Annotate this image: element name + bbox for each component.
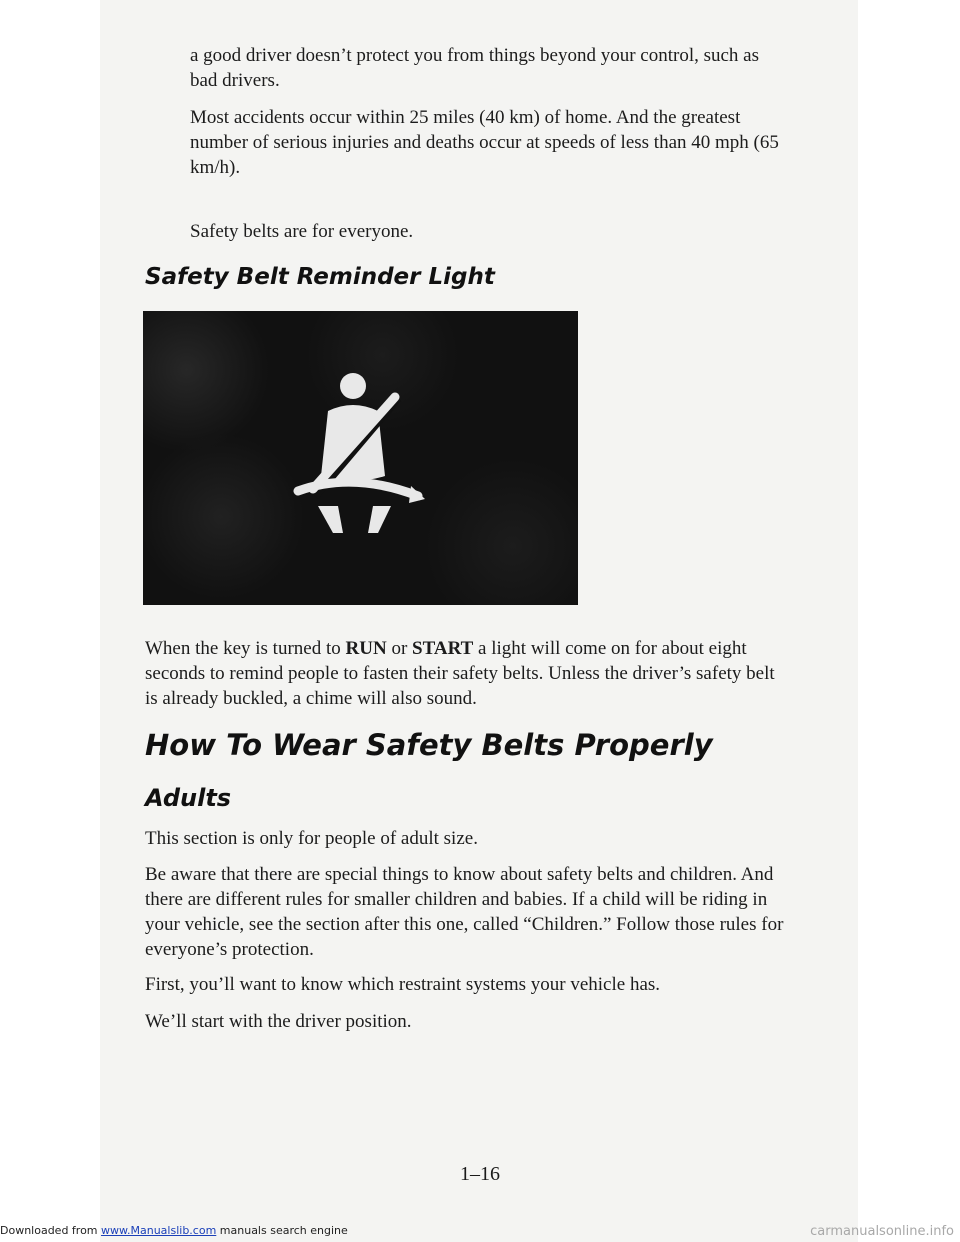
intro-paragraph-2: Most accidents occur within 25 miles (40 km) of home. And the greatest number of serious injuries and deaths occur at speeds of less than 40 mph (65 km/h). [190, 107, 779, 178]
seatbelt-icon [143, 311, 578, 605]
watermark: carmanualsonline.info [810, 1224, 954, 1239]
wear-heading: How To Wear Safety Belts Properly [145, 728, 713, 762]
seatbelt-reminder-image [143, 311, 578, 605]
intro-paragraph-3: Safety belts are for everyone. [190, 221, 414, 242]
adults-paragraph-2: Be aware that there are special things to know about safety belts and children. And there are different rules for smaller children and babies. If a child will be riding in your vehicle, see the section after this one, called “Children.” Follow those rules for everyone’s protection. [145, 864, 784, 960]
adults-paragraph-4: We’ll start with the driver position. [145, 1011, 412, 1032]
adults-subheading: Adults [145, 784, 232, 812]
download-footer: Downloaded from www.Manualslib.com manuals search engine [0, 1224, 348, 1237]
reminder-heading: Safety Belt Reminder Light [145, 264, 495, 290]
manual-page [100, 0, 858, 1242]
adults-paragraph-1: This section is only for people of adult size. [145, 828, 478, 849]
manualslib-link[interactable]: www.Manualslib.com [101, 1224, 217, 1237]
run-label: RUN [345, 638, 387, 659]
intro-paragraph-1: a good driver doesn’t protect you from things beyond your control, such as bad drivers. [190, 45, 760, 91]
start-label: START [412, 638, 474, 659]
page-number: 1–16 [460, 1163, 500, 1185]
reminder-paragraph: When the key is turned to RUN or START a light will come on for about eight seconds to remind people to fasten their safety belts. Unless the driver’s safety belt is already buckled, a chime will also sound. [145, 638, 775, 709]
adults-paragraph-3: First, you’ll want to know which restraint systems your vehicle has. [145, 974, 661, 995]
